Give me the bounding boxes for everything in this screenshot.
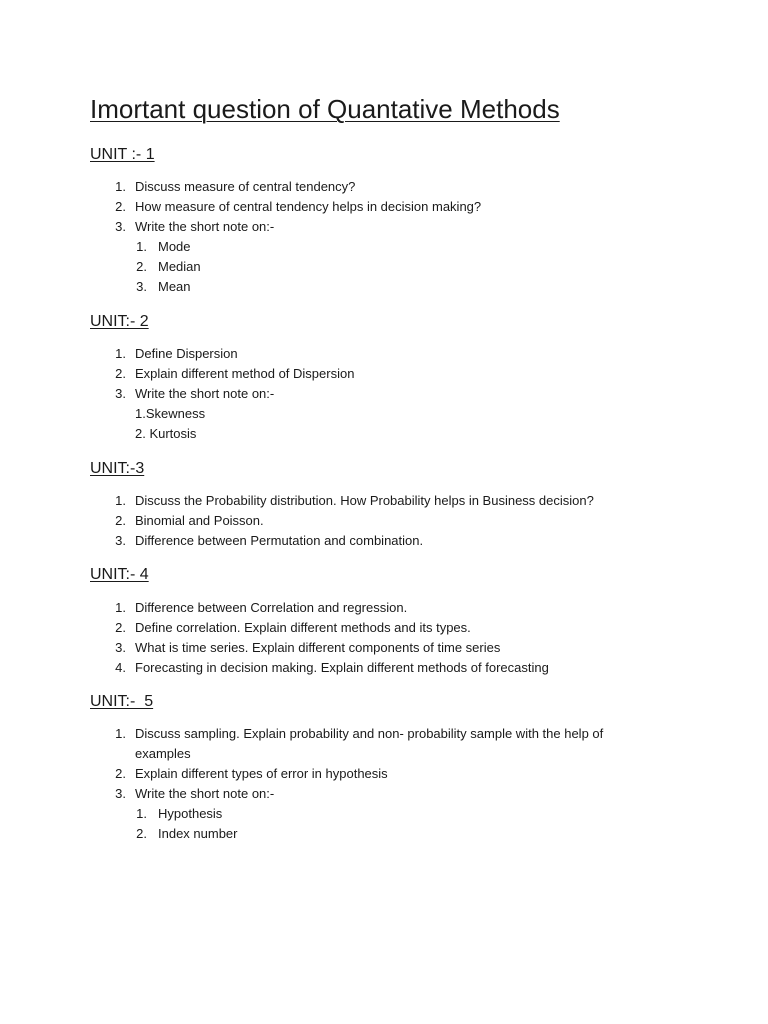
list-number: 1. bbox=[115, 179, 126, 194]
question-text: Explain different types of error in hypothesis bbox=[135, 766, 388, 781]
unit-1-heading: UNIT :- 1 bbox=[90, 146, 155, 163]
unit-2-heading: UNIT:- 2 bbox=[90, 313, 149, 330]
list-number: 2. bbox=[115, 766, 126, 781]
unit-4-heading: UNIT:- 4 bbox=[90, 566, 149, 583]
question-text: Forecasting in decision making. Explain different methods of forecasting bbox=[135, 660, 549, 675]
sub-item-text: Index number bbox=[158, 826, 238, 841]
sub-item-text: Mean bbox=[158, 279, 191, 294]
list-number: 4. bbox=[115, 660, 126, 675]
question-text: Difference between Correlation and regression. bbox=[135, 600, 408, 615]
question-text: Define correlation. Explain different methods and its types. bbox=[135, 620, 471, 635]
unit-5-heading: UNIT:- 5 bbox=[90, 693, 154, 710]
question-text: How measure of central tendency helps in decision making? bbox=[135, 199, 482, 214]
question-text: Discuss the Probability distribution. How Probability helps in Business decision? bbox=[135, 493, 594, 508]
list-number: 1. bbox=[115, 493, 126, 508]
question-text: Write the short note on:- bbox=[135, 386, 275, 401]
sub-list-number: 2. bbox=[136, 259, 147, 274]
list-number: 1. bbox=[115, 346, 126, 361]
question-text-continuation: examples bbox=[135, 746, 191, 761]
question-text: Define Dispersion bbox=[135, 346, 238, 361]
sub-item-text: 2. Kurtosis bbox=[135, 426, 197, 441]
question-text: Discuss sampling. Explain probability and non- probability sample with the help of bbox=[135, 726, 604, 741]
list-number: 1. bbox=[115, 726, 126, 741]
list-number: 3. bbox=[115, 640, 126, 655]
sub-list-number: 1. bbox=[136, 239, 147, 254]
sub-item-text: Hypothesis bbox=[158, 806, 223, 821]
unit-3-heading: UNIT:-3 bbox=[90, 460, 145, 477]
list-number: 3. bbox=[115, 219, 126, 234]
sub-item-text: Mode bbox=[158, 239, 191, 254]
question-text: Difference between Permutation and combination. bbox=[135, 533, 424, 548]
sub-item-text: 1.Skewness bbox=[135, 406, 206, 421]
list-number: 2. bbox=[115, 199, 126, 214]
question-text: Write the short note on:- bbox=[135, 786, 275, 801]
question-text: Binomial and Poisson. bbox=[135, 513, 264, 528]
sub-list-number: 3. bbox=[136, 279, 147, 294]
list-number: 2. bbox=[115, 513, 126, 528]
list-number: 3. bbox=[115, 533, 126, 548]
question-text: Discuss measure of central tendency? bbox=[135, 179, 356, 194]
document-title: Imortant question of Quantative Methods bbox=[90, 94, 560, 124]
list-number: 3. bbox=[115, 786, 126, 801]
list-number: 2. bbox=[115, 366, 126, 381]
list-number: 1. bbox=[115, 600, 126, 615]
list-number: 3. bbox=[115, 386, 126, 401]
sub-list-number: 1. bbox=[136, 806, 147, 821]
sub-list-number: 2. bbox=[136, 826, 147, 841]
sub-item-text: Median bbox=[158, 259, 201, 274]
question-text: What is time series. Explain different components of time series bbox=[135, 640, 501, 655]
question-text: Write the short note on:- bbox=[135, 219, 275, 234]
list-number: 2. bbox=[115, 620, 126, 635]
question-text: Explain different method of Dispersion bbox=[135, 366, 355, 381]
